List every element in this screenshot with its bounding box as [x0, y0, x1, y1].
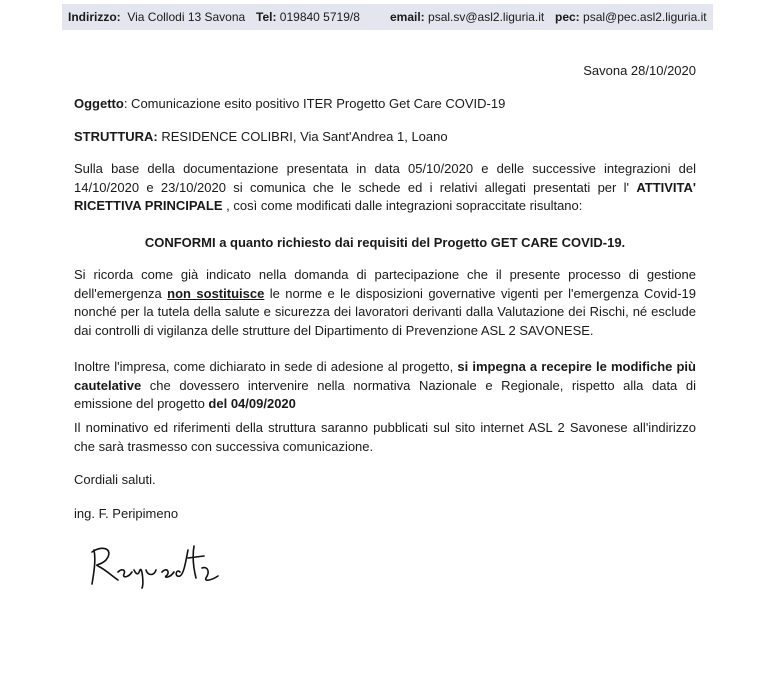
paragraph-publication: Il nominativo ed riferimenti della struttura saranno pubblicati sul sito internet ASL 2 Savonese all'indirizzo che sarà trasmesso con successiva comunicazione.	[74, 420, 696, 454]
p2-text-a: Si ricorda come già indicato nella domanda di partecipazione che il presente processo di gestione dell'emergenza	[74, 267, 696, 301]
structure-text: RESIDENCE COLIBRI, Via Sant'Andrea 1, Loano	[157, 129, 448, 144]
paragraph-reminder	[74, 266, 696, 340]
conformity-statement: CONFORMI a quanto richiesto dai requisiti del Progetto GET CARE COVID-19.	[144, 235, 626, 250]
p2-non-sostituisce: non sostituisce	[167, 285, 265, 301]
structure-line	[74, 128, 696, 146]
subject-text: : Comunicazione esito positivo ITER Progetto Get Care COVID-19	[123, 96, 506, 111]
email-label: email:	[390, 10, 425, 24]
subject-label: Oggetto	[74, 96, 124, 111]
pec	[555, 4, 707, 30]
address-label: Indirizzo:	[68, 10, 121, 24]
p3-text-b: che dovessero intervenire nella normativa Nazionale e Regionale, rispetto alla data di emissione del progetto	[74, 377, 696, 411]
handwritten-signature	[84, 540, 244, 590]
p3-commitment: si impegna a recepire le modifiche più cautelative	[74, 359, 696, 393]
address	[68, 4, 245, 30]
letterhead-contact-bar	[62, 4, 713, 30]
p1-activity: ATTIVITA' RICETTIVA PRINCIPALE	[74, 179, 696, 213]
pec-value[interactable]: psal@pec.asl2.liguria.it	[583, 10, 707, 24]
tel-label: Tel:	[256, 10, 277, 24]
telephone	[256, 4, 360, 30]
p1-text-b: , così come modificati dalle integrazioni sopraccitate risultano:	[222, 198, 583, 213]
place-and-date: Savona 28/10/2020	[583, 63, 696, 78]
p3-text-a: Inoltre l'impresa, come dichiarato in sede di adesione al progetto,	[74, 359, 458, 374]
email-value[interactable]: psal.sv@asl2.liguria.it	[428, 10, 545, 24]
closing-greeting: Cordiali saluti.	[74, 472, 156, 487]
email	[390, 4, 544, 30]
tel-value: 019840 5719/8	[279, 10, 360, 24]
p1-text-a: Sulla base della documentazione presentata in data 05/10/2020 e delle successive integrazioni del 14/10/2020 e 23/10/2020 si comunica che le schede ed i relativi allegati presentati per l'	[74, 161, 696, 195]
paragraph-commitment	[74, 358, 696, 414]
paragraph-documentation	[74, 160, 696, 216]
address-value: Via Collodi 13 Savona	[127, 10, 246, 24]
structure-label: STRUTTURA:	[74, 129, 158, 144]
pec-label: pec:	[555, 10, 580, 24]
p2-text-b: le norme e le disposizioni governative vigenti per l'emergenza Covid-19 nonché per la tutela della salute e sicurezza dei lavoratori derivanti dalla Valutazione dei Rischi, né esclude dai controlli di vigilanza delle strutture del Dipartimento di Prevenzione ASL 2 SAVONESE.	[74, 285, 696, 338]
subject-line	[74, 95, 696, 113]
p3-date: del 04/09/2020	[208, 396, 296, 411]
signer-name: ing. F. Peripimeno	[74, 506, 179, 521]
